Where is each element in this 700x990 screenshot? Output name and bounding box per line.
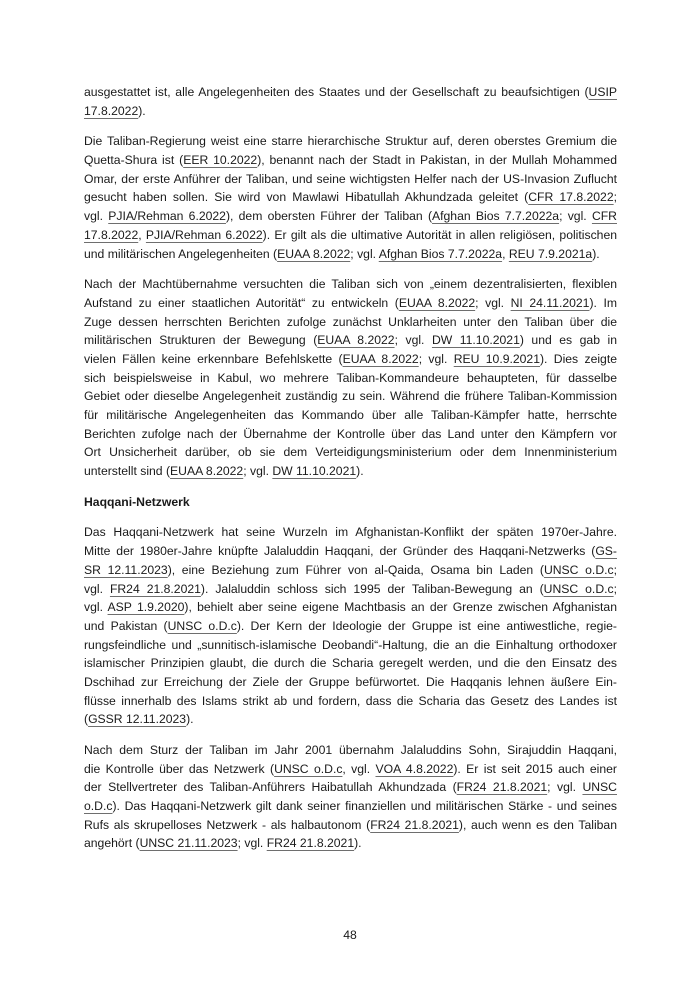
source-citation-link[interactable]: FR24 21.8.2021 xyxy=(109,581,201,596)
body-text: ; vgl. xyxy=(547,780,583,795)
document-body xyxy=(84,83,617,865)
text-line xyxy=(84,226,617,245)
text-line xyxy=(84,523,617,542)
body-text: , xyxy=(502,246,509,261)
body-text: Rufs als skrupelloses Netzwerk - als halbautonom ( xyxy=(84,817,371,832)
text-line xyxy=(84,369,617,388)
text-line xyxy=(84,151,617,170)
body-text: gesucht haben sollen. Sie wird von Mawlawi Hibatullah Akhundzada geleitet ( xyxy=(84,190,529,205)
text-line xyxy=(84,760,617,779)
body-text: und Pakistan ( xyxy=(84,618,168,633)
body-text: unterstellt sind ( xyxy=(84,464,171,479)
body-text: für militärische Angelegenheiten das Kommando über alle Taliban-Kämpfer hatte, herrschte xyxy=(84,408,617,422)
source-citation-link[interactable]: 17.8.2022 xyxy=(84,103,139,118)
text-line xyxy=(84,443,617,462)
body-text: ausgestattet ist, alle Angelegenheiten des Staates und der Gesellschaft zu beaufsichtigen ( xyxy=(84,85,589,99)
body-text: vgl. xyxy=(84,600,108,615)
text-line xyxy=(84,654,617,673)
source-citation-link[interactable]: REU 7.9.2021a xyxy=(508,246,593,261)
body-text: ). xyxy=(592,246,600,261)
source-citation-link[interactable]: GSSR 12.11.2023 xyxy=(88,712,187,727)
text-line xyxy=(84,102,617,121)
body-text: Das Haqqani-Netzwerk hat seine Wurzeln im Afghanistan-Konflikt der späten 1970er-Jahre. xyxy=(84,525,617,540)
body-text: ; xyxy=(613,581,617,596)
body-text: militärischen Strukturen der Bewegung ( xyxy=(84,333,318,348)
body-text: ; vgl. xyxy=(237,836,267,851)
text-line xyxy=(84,350,617,369)
body-text: ), auch wenn es den Taliban xyxy=(458,817,617,832)
source-citation-link[interactable]: CFR xyxy=(591,209,617,224)
text-line xyxy=(84,673,617,692)
body-text: , vgl. xyxy=(342,761,376,776)
body-text: ). xyxy=(186,712,194,727)
source-citation-link[interactable]: DW 11.10.2021 xyxy=(272,464,357,479)
source-citation-link[interactable]: UNSC o.D.c xyxy=(274,761,343,776)
text-line xyxy=(84,636,617,655)
source-citation-link[interactable]: 17.8.2022 xyxy=(84,227,139,242)
text-line xyxy=(84,294,617,313)
body-text: ), dem obersten Führer der Taliban ( xyxy=(225,209,433,224)
source-citation-link[interactable]: USIP xyxy=(588,85,617,99)
text-line xyxy=(84,170,617,189)
source-citation-link[interactable]: FR24 21.8.2021 xyxy=(370,817,459,832)
text-line xyxy=(84,542,617,561)
text-line xyxy=(84,313,617,332)
body-text: ), behielt aber seine eigene Machtbasis an der Grenze zwischen Afghanistan xyxy=(184,600,617,615)
source-citation-link[interactable]: EUAA 8.2022 xyxy=(398,295,476,310)
paragraph xyxy=(84,741,617,853)
text-line xyxy=(84,692,617,711)
source-citation-link[interactable]: ASP 1.9.2020 xyxy=(107,600,185,615)
text-line xyxy=(84,462,617,481)
text-line xyxy=(84,834,617,853)
body-text: ). Das Haqqani-Netzwerk gilt dank seiner finanziellen und militärischen Stärke - und seines xyxy=(112,799,617,814)
body-text: ). Er ist seit 2015 auch einer xyxy=(453,761,617,776)
body-text: vielen Fällen keine erkennbare Befehlskette ( xyxy=(84,351,343,366)
text-line xyxy=(84,207,617,226)
source-citation-link[interactable]: UNSC xyxy=(582,780,617,795)
source-citation-link[interactable]: VOA 4.8.2022 xyxy=(375,761,454,776)
section-heading: Haqqani-Netzwerk xyxy=(84,494,190,509)
source-citation-link[interactable]: UNSC o.D.c xyxy=(167,618,237,633)
source-citation-link[interactable]: EUAA 8.2022 xyxy=(342,351,419,366)
paragraph xyxy=(84,523,617,729)
source-citation-link[interactable]: UNSC o.D.c xyxy=(543,562,614,577)
source-citation-link[interactable]: PJIA/Rehman 6.2022 xyxy=(108,209,226,224)
body-text: Quetta-Shura ist ( xyxy=(84,153,184,168)
body-text: islamischer Prinzipien glaubt, die durch die Scharia geregelt werden, und die den Einsatz des xyxy=(84,656,617,671)
source-citation-link[interactable]: Afghan Bios 7.7.2022a xyxy=(378,246,503,261)
body-text: ). xyxy=(354,836,362,851)
body-text: rungsfeindliche und „sunnitisch-islamische Deobandi“-Haltung, die an die Einhaltung orthodoxer xyxy=(84,637,617,652)
body-text: vgl. xyxy=(84,581,110,596)
page-number: 48 xyxy=(343,928,357,942)
text-line xyxy=(84,406,617,425)
source-citation-link[interactable]: Afghan Bios 7.7.2022a xyxy=(432,209,560,224)
body-text: ). Der Kern der Ideologie der Gruppe ist eine antiwestliche, regie- xyxy=(236,618,617,633)
text-line xyxy=(84,132,617,151)
body-text: ), benannt nach der Stadt in Pakistan, in der Mullah Mohammed xyxy=(257,153,617,168)
body-text: Gebiet oder dieselbe Angelegenheit zuständig zu sein. Während die frühere Taliban-Kommission xyxy=(84,389,617,404)
body-text: ). Er gilt als die ultimative Autorität in allen religiösen, politischen xyxy=(262,227,618,242)
body-text: Mitte der 1980er-Jahre knüpfte Jalaluddin Haqqani, der Gründer des Haqqani-Netzwerks ( xyxy=(84,544,596,559)
body-text: ; vgl. xyxy=(350,246,379,261)
body-text: flüsse innerhalb des Islams strikt ab und fordern, dass die Scharia das Gesetz des Landes ist xyxy=(84,693,617,708)
source-citation-link[interactable]: EER 10.2022 xyxy=(183,153,258,168)
body-text: sich beispielsweise in Kabul, wo mehrere Taliban-Kommandeure behaupteten, für dasselbe xyxy=(84,370,617,385)
body-text: ; vgl. xyxy=(559,209,592,224)
body-text: Dschihad zur Erreichung der Ziele der Gruppe befürwortet. Die Haqqanis lehnen äußere Ein- xyxy=(84,674,617,689)
paragraph xyxy=(84,275,617,481)
source-citation-link[interactable]: EUAA 8.2022 xyxy=(277,246,351,261)
body-text: ). Dies zeigte xyxy=(540,351,617,366)
source-citation-link[interactable]: UNSC o.D.c xyxy=(543,581,614,596)
source-citation-link[interactable]: CFR 17.8.2022 xyxy=(528,190,614,205)
source-citation-link[interactable]: EUAA 8.2022 xyxy=(170,464,244,479)
body-text: , xyxy=(138,227,146,242)
paragraph xyxy=(84,132,617,263)
body-text: der Stellvertreter des Taliban-Anführers Haibatullah Akhundzada ( xyxy=(84,780,457,795)
body-text: ; vgl. xyxy=(418,351,454,366)
body-text: Die Taliban-Regierung weist eine starre hierarchische Struktur auf, deren oberstes Gremium die xyxy=(84,134,617,149)
body-text: ; vgl. xyxy=(243,464,273,479)
text-line xyxy=(84,275,617,294)
body-text: ; xyxy=(613,562,617,577)
source-citation-link[interactable]: UNSC 21.11.2023 xyxy=(139,836,238,851)
source-citation-link[interactable]: REU 10.9.2021 xyxy=(453,351,540,366)
text-line xyxy=(84,710,617,729)
body-text: die Kontrolle über das Netzwerk ( xyxy=(84,761,275,776)
body-text: Omar, der erste Anführer der Taliban, und seine wichtigsten Helfer nach der US-Invasion Zuflucht xyxy=(84,171,617,186)
source-citation-link[interactable]: FR24 21.8.2021 xyxy=(266,836,355,851)
text-line xyxy=(84,387,617,406)
source-citation-link[interactable]: EUAA 8.2022 xyxy=(317,333,395,348)
body-text: vgl. xyxy=(84,209,109,224)
text-line xyxy=(84,331,617,350)
body-text: ). xyxy=(138,103,146,118)
text-line xyxy=(84,797,617,816)
source-citation-link[interactable]: PJIA/Rehman 6.2022 xyxy=(145,227,263,242)
body-text: ). Jalaluddin schloss sich 1995 der Taliban-Bewegung an ( xyxy=(200,581,544,596)
text-line xyxy=(84,741,617,760)
body-text: angehört ( xyxy=(84,836,140,851)
text-line xyxy=(84,561,617,580)
body-text: ). xyxy=(356,464,364,479)
body-text: Berichten zufolge nach der Übernahme der Kontrolle über das Land unter den Kämpfern vor xyxy=(84,426,617,441)
text-line xyxy=(84,188,617,207)
body-text: Nach der Machtübernahme versuchten die Taliban sich von „einem dezentralisierten, flexiblen xyxy=(84,277,617,292)
text-line xyxy=(84,245,617,264)
text-line xyxy=(84,83,617,102)
text-line xyxy=(84,617,617,636)
body-text: ). Im xyxy=(589,295,618,310)
source-citation-link[interactable]: DW 11.10.2021 xyxy=(431,333,520,348)
source-citation-link[interactable]: SR 12.11.2023 xyxy=(84,562,168,577)
source-citation-link[interactable]: GS- xyxy=(595,544,617,559)
body-text: ; vgl. xyxy=(394,333,432,348)
body-text: Nach dem Sturz der Taliban im Jahr 2001 übernahm Jalaluddins Sohn, Sirajuddin Haqqani, xyxy=(84,743,617,758)
source-citation-link[interactable]: NI 24.11.2021 xyxy=(510,295,590,310)
body-text: ; xyxy=(613,190,618,205)
text-line xyxy=(84,598,617,617)
body-text: Aufstand zu einer staatlichen Autorität“ zu entwickeln ( xyxy=(84,295,399,310)
text-line xyxy=(84,778,617,797)
body-text: ; vgl. xyxy=(475,295,511,310)
body-text: Zuge dessen herrschten Berichten zufolge zunächst Unklarheiten unter den Taliban über die xyxy=(84,314,617,329)
text-line xyxy=(84,425,617,444)
body-text: ), eine Beziehung zum Führer von al-Qaida, Osama bin Laden ( xyxy=(167,562,544,577)
paragraph xyxy=(84,83,617,120)
body-text: und militärischen Angelegenheiten ( xyxy=(84,246,278,261)
text-line xyxy=(84,580,617,599)
source-citation-link[interactable]: FR24 21.8.2021 xyxy=(456,780,548,795)
body-text: ( xyxy=(84,712,89,727)
text-line xyxy=(84,816,617,835)
source-citation-link[interactable]: o.D.c xyxy=(84,799,113,814)
body-text: ) und es gab in xyxy=(519,333,617,348)
body-text: Ort Unsicherheit darüber, ob sie dem Verteidigungsministerium oder dem Innenministerium xyxy=(84,445,617,460)
